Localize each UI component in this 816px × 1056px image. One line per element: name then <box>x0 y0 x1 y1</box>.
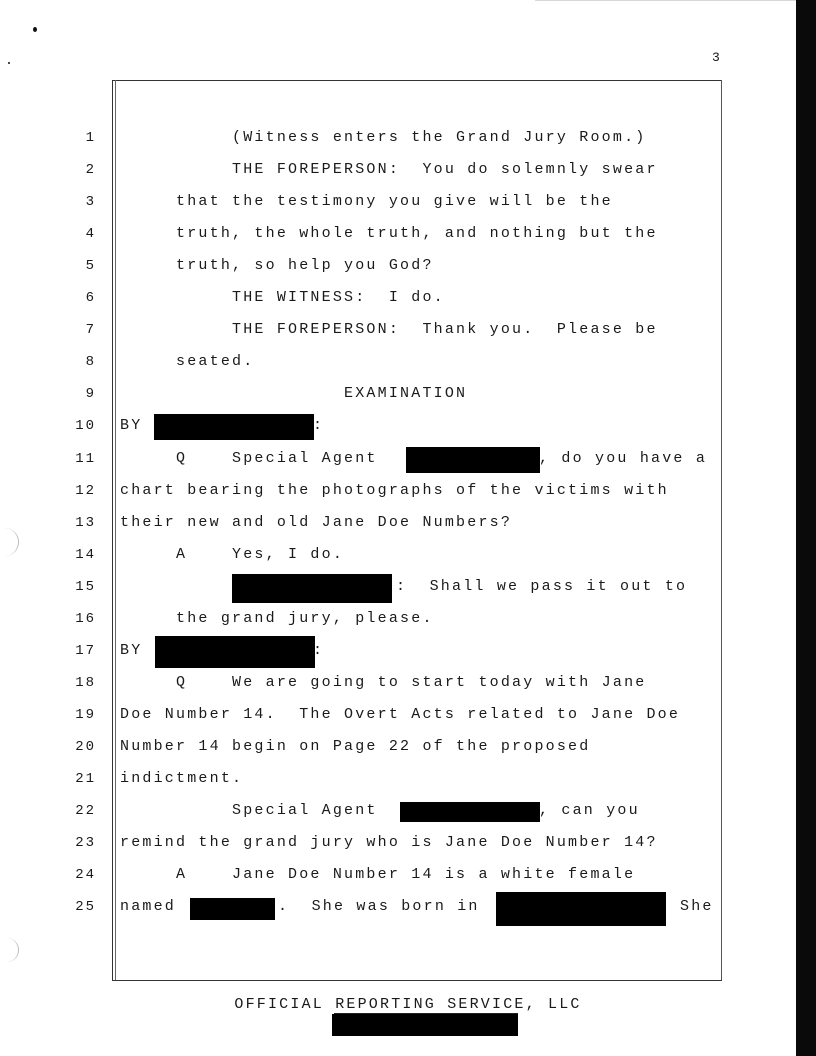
line-number: 7 <box>85 322 96 338</box>
line-number: 3 <box>85 194 96 210</box>
line-number: 8 <box>85 354 96 370</box>
line-number: 17 <box>75 643 96 659</box>
page-number: 3 <box>712 50 720 65</box>
scan-top-line <box>535 0 796 1</box>
transcript-line: A Yes, I do. <box>120 546 345 563</box>
redaction-box <box>406 447 540 473</box>
frame-top-border <box>112 80 722 81</box>
frame-bottom-border <box>112 980 722 981</box>
line-number: 15 <box>75 579 96 595</box>
transcript-line: their new and old Jane Doe Numbers? <box>120 514 513 531</box>
transcript-line: Doe Number 14. The Overt Acts related to Jane Doe <box>120 706 681 723</box>
transcript-line: Q Special Agent <box>120 450 378 467</box>
transcript-line: seated. <box>120 353 255 370</box>
punch-hole-mark <box>4 938 19 962</box>
line-number: 2 <box>85 162 96 178</box>
scan-speck <box>8 62 10 64</box>
transcript-line: THE FOREPERSON: You do solemnly swear <box>120 161 658 178</box>
line-number: 23 <box>75 835 96 851</box>
transcript-line: (Witness enters the Grand Jury Room.) <box>120 129 647 146</box>
line-number: 22 <box>75 803 96 819</box>
line-number: 25 <box>75 899 96 915</box>
transcript-line: : <box>313 642 325 659</box>
transcript-line: , can you <box>539 802 640 819</box>
line-number: 6 <box>85 290 96 306</box>
redaction-box <box>155 636 315 668</box>
transcript-line: that the testimony you give will be the <box>120 193 613 210</box>
transcript-line: Special Agent <box>120 802 378 819</box>
transcript-line: THE FOREPERSON: Thank you. Please be <box>120 321 658 338</box>
redaction-box <box>154 414 314 440</box>
transcript-line: : Shall we pass it out to <box>396 578 688 595</box>
redaction-box <box>496 892 666 926</box>
scan-speck <box>33 27 37 32</box>
redaction-box <box>332 1014 518 1036</box>
transcript-line: BY <box>120 417 143 434</box>
transcript-line: named <box>120 898 177 915</box>
line-number: 24 <box>75 867 96 883</box>
transcript-line: truth, so help you God? <box>120 257 434 274</box>
line-number: 9 <box>85 386 96 402</box>
redaction-box <box>190 898 275 920</box>
line-number: 21 <box>75 771 96 787</box>
transcript-line: remind the grand jury who is Jane Doe Number 14? <box>120 834 658 851</box>
transcript-line: BY <box>120 642 143 659</box>
examination-heading: EXAMINATION <box>120 385 468 402</box>
transcript-line: Number 14 begin on Page 22 of the proposed <box>120 738 591 755</box>
transcript-line: indictment. <box>120 770 244 787</box>
line-number: 14 <box>75 547 96 563</box>
transcript-line: , do you have a <box>539 450 708 467</box>
line-number: 12 <box>75 483 96 499</box>
punch-hole-mark <box>4 528 19 556</box>
reporter-footer: OFFICIAL REPORTING SERVICE, LLC <box>234 996 582 1013</box>
redaction-box <box>400 802 540 822</box>
frame-left-border-inner <box>115 80 116 980</box>
line-number: 20 <box>75 739 96 755</box>
line-number: 4 <box>85 226 96 242</box>
transcript-line: A Jane Doe Number 14 is a white female <box>120 866 636 883</box>
scan-edge-bar <box>796 0 816 1056</box>
line-number: 1 <box>85 130 96 146</box>
line-number: 13 <box>75 515 96 531</box>
transcript-line: truth, the whole truth, and nothing but the <box>120 225 658 242</box>
line-number: 16 <box>75 611 96 627</box>
line-number: 10 <box>75 418 96 434</box>
line-number: 11 <box>75 451 96 467</box>
transcript-line: : <box>313 417 325 434</box>
transcript-line: . She was born in <box>278 898 480 915</box>
transcript-line: chart bearing the photographs of the victims with <box>120 482 669 499</box>
line-number: 5 <box>85 258 96 274</box>
frame-left-border <box>112 80 113 980</box>
transcript-line: Q We are going to start today with Jane <box>120 674 647 691</box>
line-number: 19 <box>75 707 96 723</box>
frame-right-border <box>721 80 722 980</box>
transcript-line: the grand jury, please. <box>120 610 434 627</box>
line-number: 18 <box>75 675 96 691</box>
redaction-box <box>232 574 392 603</box>
transcript-line: She <box>680 898 714 915</box>
transcript-line: THE WITNESS: I do. <box>120 289 445 306</box>
